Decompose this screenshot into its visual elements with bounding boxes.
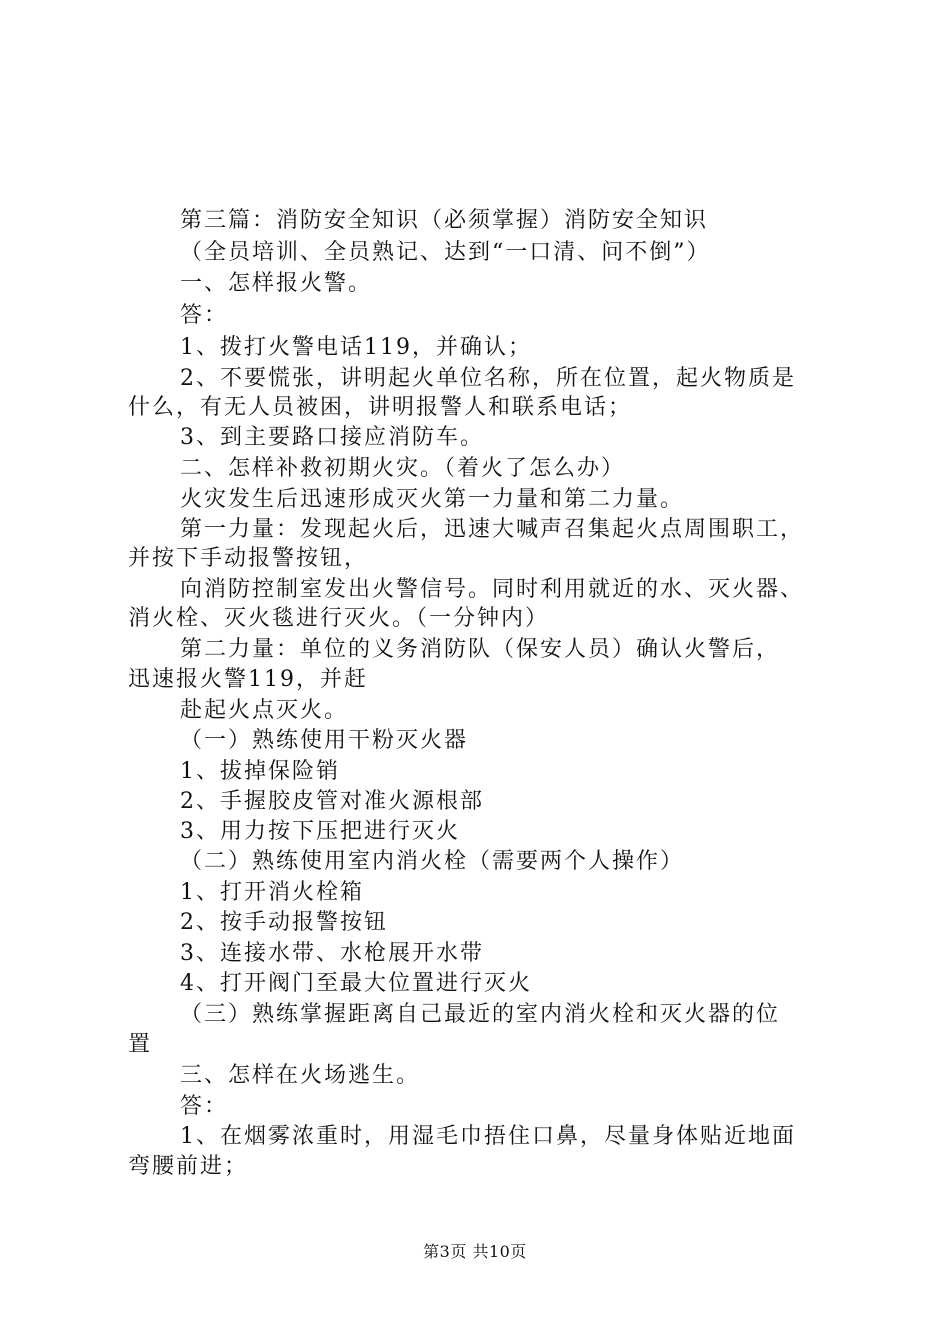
paragraph-line: 3、到主要路口接应消防车。 — [180, 425, 484, 450]
subsection-heading-2: （二）熟练使用室内消火栓（需要两个人操作） — [180, 849, 685, 874]
paragraph-line: 置 — [128, 1032, 153, 1057]
subsection-heading-3: （三）熟练掌握距离自己最近的室内消火栓和灭火器的位 — [180, 1002, 781, 1027]
section-heading-1: 一、怎样报火警。 — [180, 271, 373, 296]
paragraph-line: 什么，有无人员被困，讲明报警人和联系电话； — [128, 395, 633, 420]
paragraph-line: 1、在烟雾浓重时，用湿毛巾捂住口鼻，尽量身体贴近地面 — [180, 1124, 796, 1149]
answer-label: 答： — [180, 1094, 229, 1119]
paragraph-line: 赴起火点灭火。 — [180, 698, 349, 723]
list-item: 2、按手动报警按钮 — [180, 910, 388, 935]
paragraph-line: 火灾发生后迅速形成灭火第一力量和第二力量。 — [180, 487, 685, 512]
paragraph-line: 弯腰前进； — [128, 1154, 249, 1179]
doc-title-line: 第三篇：消防安全知识（必须掌握）消防安全知识 — [180, 208, 709, 233]
list-item: 3、连接水带、水枪展开水带 — [180, 941, 484, 966]
paragraph-line: 迅速报火警119，并赶 — [128, 667, 368, 692]
paragraph-line: 消火栓、灭火毯进行灭火。（一分钟内） — [128, 606, 550, 631]
list-item: 2、手握胶皮管对准火源根部 — [180, 789, 484, 814]
paragraph-line: 第一力量：发现起火后，迅速大喊声召集起火点周围职工， — [180, 517, 805, 542]
paragraph-line: 2、不要慌张，讲明起火单位名称，所在位置，起火物质是 — [180, 366, 796, 391]
paragraph-line: 1、拨打火警电话119，并确认； — [180, 335, 532, 360]
paragraph-line: 第二力量：单位的义务消防队（保安人员）确认火警后， — [180, 637, 781, 662]
list-item: 1、拔掉保险销 — [180, 759, 340, 784]
subsection-heading-1: （一）熟练使用干粉灭火器 — [180, 728, 469, 753]
paragraph-line: 向消防控制室发出火警信号。同时利用就近的水、灭火器、 — [180, 577, 805, 602]
page-number-footer: 第3页 共10页 — [423, 1242, 527, 1261]
section-heading-2: 二、怎样补救初期火灾。（着火了怎么办） — [180, 456, 626, 481]
list-item: 1、打开消火栓箱 — [180, 880, 364, 905]
section-heading-3: 三、怎样在火场逃生。 — [180, 1063, 421, 1088]
list-item: 3、用力按下压把进行灭火 — [180, 819, 460, 844]
list-item: 4、打开阀门至最大位置进行灭火 — [180, 971, 532, 996]
answer-label: 答： — [180, 303, 229, 328]
doc-subtitle-line: （全员培训、全员熟记、达到“一口清、问不倒”） — [180, 240, 711, 265]
paragraph-line: 并按下手动报警按钮， — [128, 546, 369, 571]
